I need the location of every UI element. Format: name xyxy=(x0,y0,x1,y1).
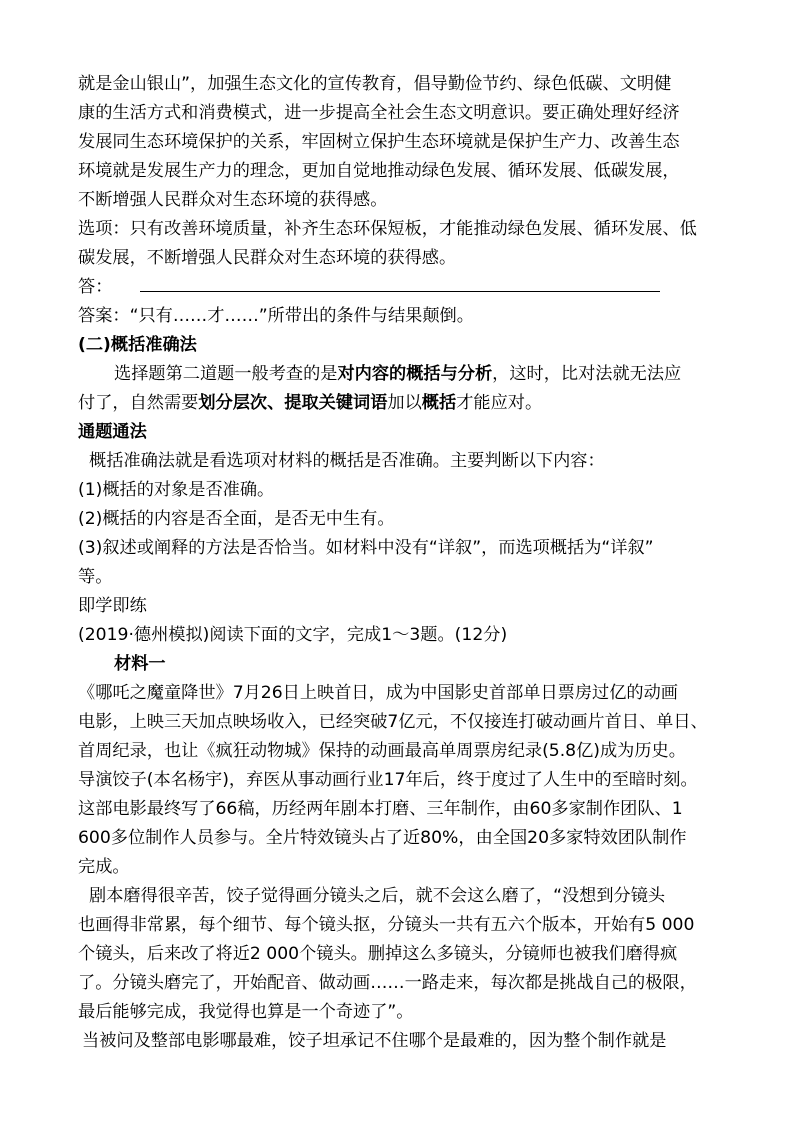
method-list xyxy=(78,447,728,592)
intro-paragraph xyxy=(78,360,728,418)
document-page xyxy=(78,70,728,1056)
text-line: 首周纪录，也让《疯狂动物城》保持的动画最高单周票房纪录(5.8亿)成为历史。 xyxy=(78,741,686,761)
text-line: 碳发展，不断增强人民群众对生态环境的获得感。 xyxy=(78,248,457,268)
text-line: 600多位制作人员参与。全片特效镜头占了近80%，由全国20多家特效团队制作 xyxy=(78,828,687,848)
text-line: 《哪吒之魔童降世》7月26日上映首日，成为中国影史首部单日票房过亿的动画 xyxy=(78,683,678,703)
material-paragraph-3 xyxy=(78,1027,728,1056)
list-item: (3)叙述或阐释的方法是否恰当。如材料中没有“详叙”，而选项概括为“详叙” xyxy=(78,538,654,558)
text-span: 加以 xyxy=(387,393,422,413)
text-line: 也画得非常累，每个细节、每个镜头抠，分镜头一共有五六个版本，开始有5 000 xyxy=(78,915,695,935)
text-line: 发展同生态环境保护的关系，牢固树立保护生态环境就是保护生产力、改善生态 xyxy=(78,132,680,152)
text-span: ，这时，比对法就无法应 xyxy=(492,364,682,384)
text-line: 电影，上映三天加点映场收入，已经突破7亿元，不仅接连打破动画片首日、单日、 xyxy=(78,712,708,732)
answer-blank xyxy=(140,273,660,292)
text-line: 这部电影最终写了66稿，历经两年剧本打磨、三年制作，由60多家制作团队、1 xyxy=(78,799,683,819)
material-paragraph-1 xyxy=(78,679,728,882)
material-heading: 材料一 xyxy=(114,654,166,674)
text-span: 付了，自然需要 xyxy=(78,393,199,413)
bold-span: 对内容的概括与分析 xyxy=(337,364,493,384)
bold-span: 划分层次、提取关键词语 xyxy=(198,393,388,413)
text-line: 导演饺子(本名杨宇)，弃医从事动画行业17年后，终于度过了人生中的至暗时刻。 xyxy=(78,770,698,790)
bold-span: 概括 xyxy=(421,393,457,413)
text-line: 个镜头，后来改了将近2 000个镜头。删掉这么多镜头，分镜师也被我们磨得疯 xyxy=(78,944,678,964)
text-line: 当被问及整部电影哪最难，饺子坦承记不住哪个是最难的，因为整个制作就是 xyxy=(82,1031,667,1051)
list-item: (2)概括的内容是否全面，是否无中生有。 xyxy=(78,509,395,529)
text-span: 才能应对。 xyxy=(456,393,543,413)
option-paragraph xyxy=(78,215,728,273)
text-line: 概括准确法就是看选项对材料的概括是否准确。主要判断以下内容： xyxy=(89,451,605,471)
answer-key: 答案：“只有……才……”所带出的条件与结果颠倒。 xyxy=(78,306,474,326)
text-line: 就是金山银山”，加强生态文化的宣传教育，倡导勤俭节约、绿色低碳、文明健 xyxy=(78,74,672,94)
text-span: 选择题第二道题一般考查的是 xyxy=(114,364,338,384)
material-paragraph-2 xyxy=(78,882,728,1027)
list-item: 等。 xyxy=(78,567,113,587)
text-line: 剧本磨得很辛苦，饺子觉得画分镜头之后，就不会这么磨了，“没想到分镜头 xyxy=(89,886,666,906)
text-line: 选项：只有改善环境质量，补齐生态环保短板，才能推动绿色发展、循环发展、低 xyxy=(78,219,697,239)
paragraph-ecology xyxy=(78,70,728,215)
text-line: 康的生活方式和消费模式，进一步提高全社会生态文明意识。要正确处理好经济 xyxy=(78,103,680,123)
text-line: 了。分镜头磨完了，开始配音、做动画……一路走来，每次都是挑战自己的极限， xyxy=(78,973,697,993)
source-line: (2019·德州模拟)阅读下面的文字，完成1～3题。(12分) xyxy=(78,625,508,645)
text-line xyxy=(78,389,728,418)
list-item: (1)概括的对象是否准确。 xyxy=(78,480,275,500)
text-line: 最后能够完成，我觉得也算是一个奇迹了”。 xyxy=(78,1002,414,1022)
method-heading: 通题通法 xyxy=(78,422,147,442)
answer-label: 答： xyxy=(78,277,113,297)
text-line xyxy=(78,360,728,389)
practice-label: 即学即练 xyxy=(78,596,147,616)
answer-row xyxy=(78,273,728,302)
text-line: 完成。 xyxy=(78,857,130,877)
text-line: 环境就是发展生产力的理念，更加自觉地推动绿色发展、循环发展、低碳发展， xyxy=(78,161,680,181)
section-heading: (二)概括准确法 xyxy=(78,335,197,355)
text-line: 不断增强人民群众对生态环境的获得感。 xyxy=(78,190,388,210)
